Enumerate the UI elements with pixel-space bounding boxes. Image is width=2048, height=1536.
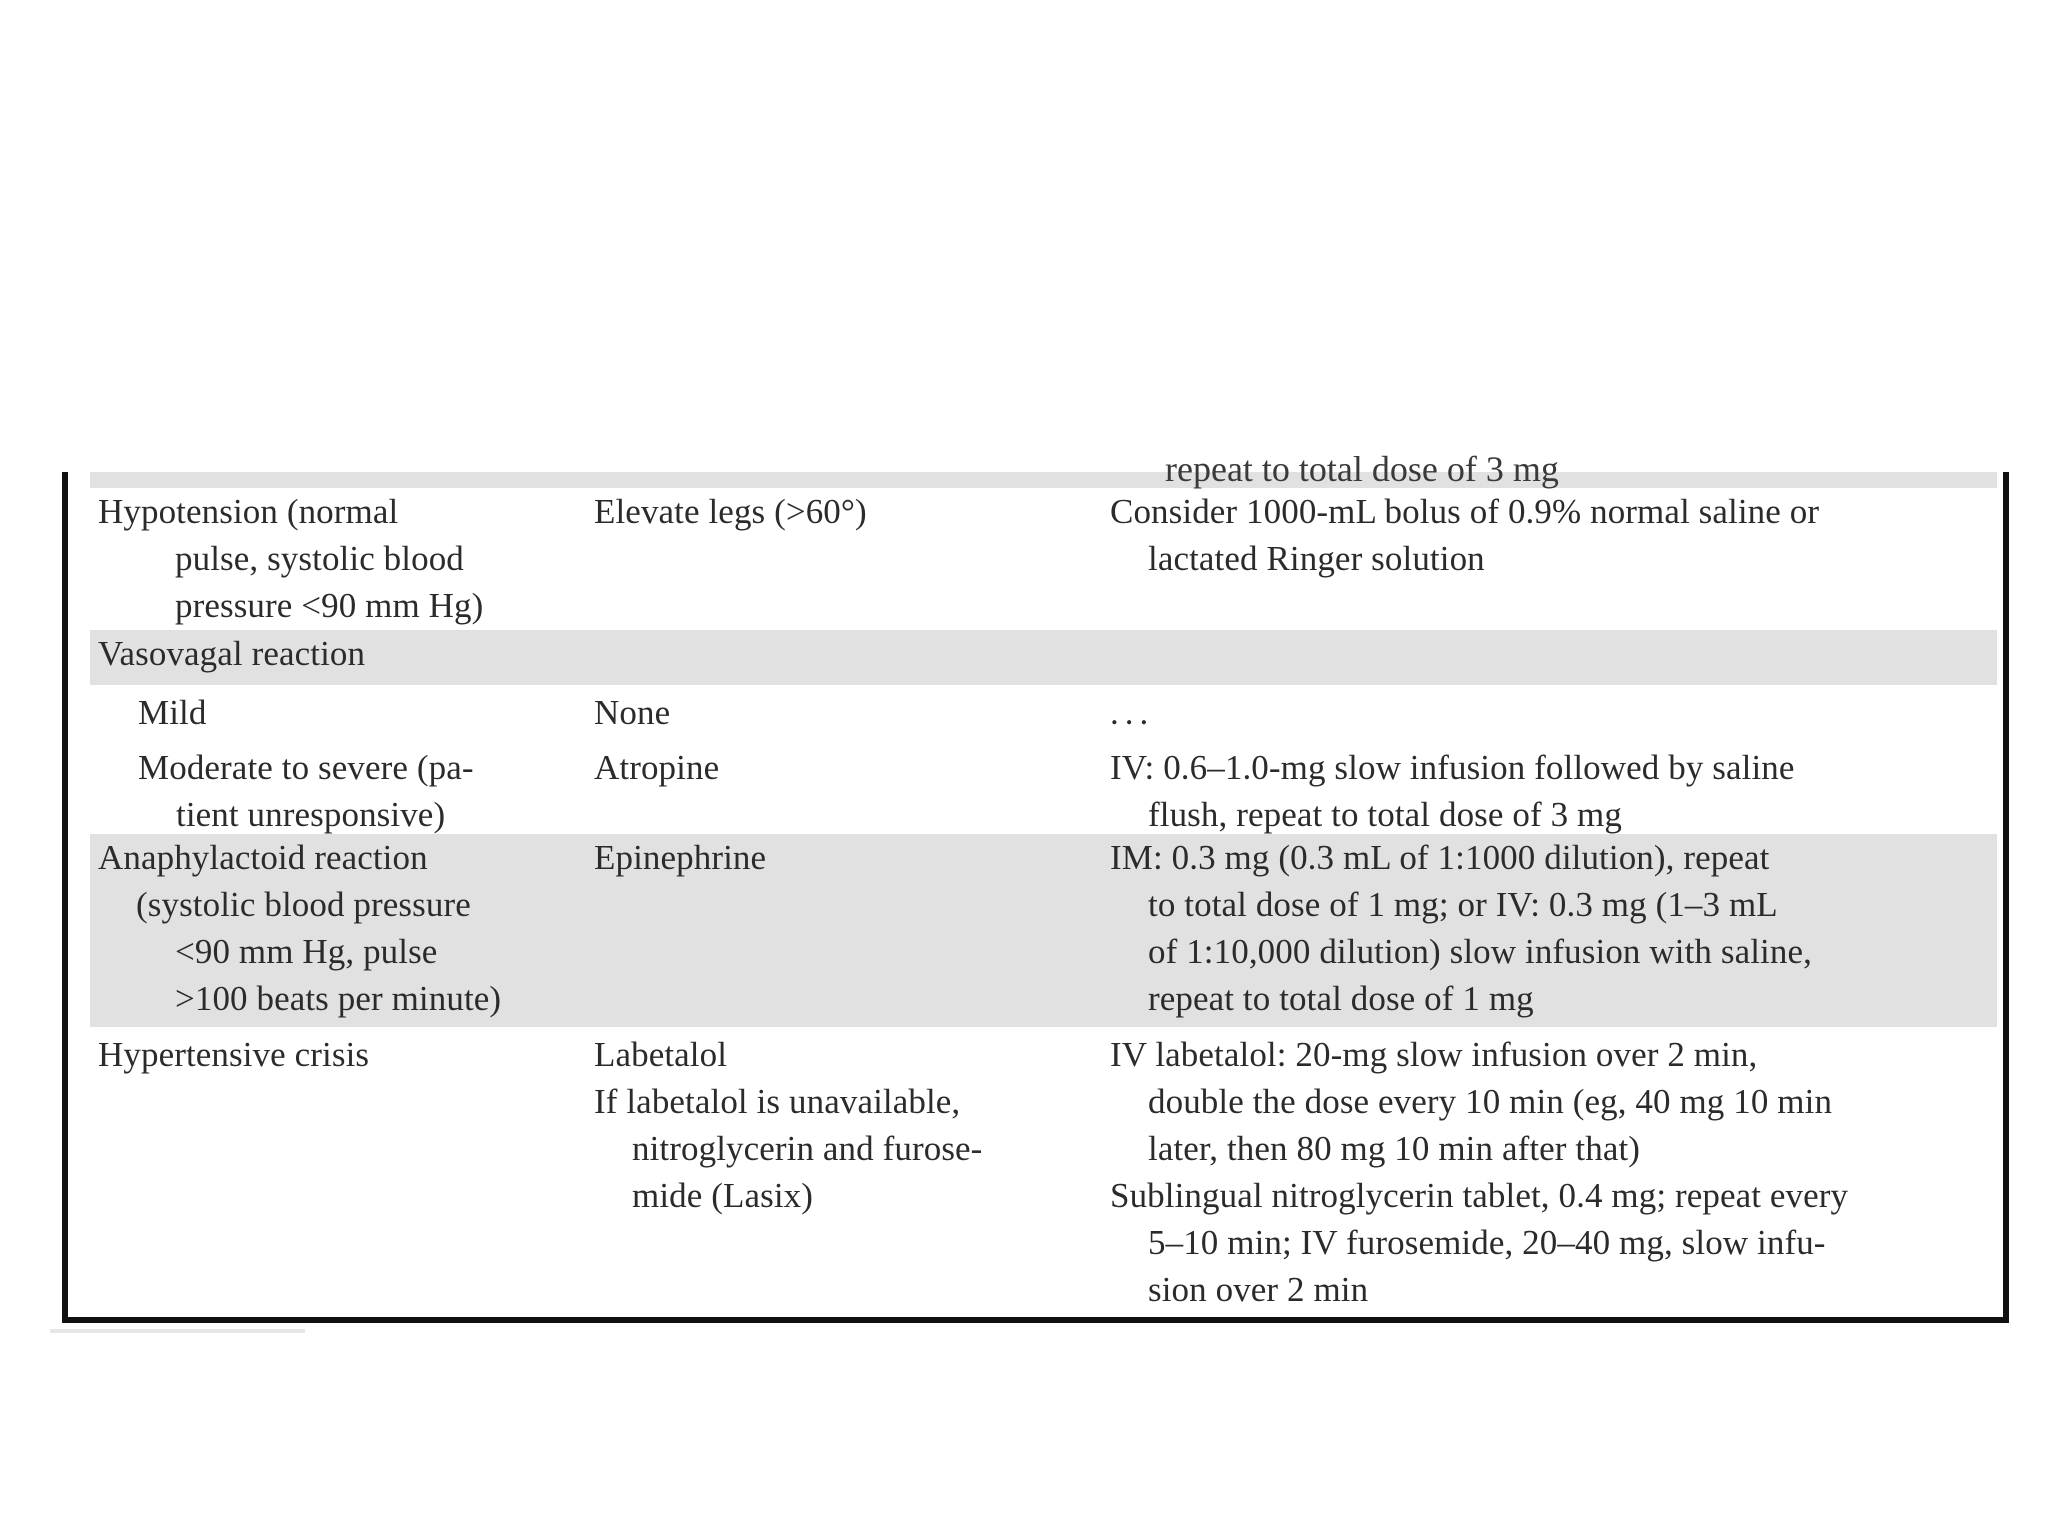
dosage-line: IV labetalol: 20-mg slow infusion over 2 min, — [1110, 1035, 1758, 1074]
dosage-line: later, then 80 mg 10 min after that) — [1148, 1129, 1641, 1168]
condition-line: <90 mm Hg, pulse — [175, 932, 438, 971]
dosage-cell — [1110, 744, 1795, 838]
treatment-line: Labetalol — [594, 1035, 728, 1074]
condition-line: Anaphylactoid reaction — [98, 838, 428, 877]
dosage-cell — [1110, 488, 1819, 582]
condition-line: Hypertensive crisis — [98, 1035, 370, 1074]
dosage-line: of 1:10,000 dilution) slow infusion with saline, — [1148, 932, 1812, 971]
dosage-line: to total dose of 1 mg; or IV: 0.3 mg (1–3 mL — [1148, 885, 1778, 924]
dosage-line: double the dose every 10 min (eg, 40 mg 10 min — [1148, 1082, 1833, 1121]
scan-shadow-line — [50, 1329, 305, 1333]
condition-line: (systolic blood pressure — [136, 885, 471, 924]
reaction-treatment-table — [62, 449, 2009, 1323]
table-row-hypertensive-crisis — [90, 1027, 1997, 1317]
condition-cell — [98, 834, 501, 1022]
table-row-vasovagal — [90, 630, 1997, 685]
treatment-cell — [594, 744, 719, 791]
table-row-partial — [90, 449, 1997, 489]
dosage-line: Sublingual nitroglycerin tablet, 0.4 mg; repeat every — [1110, 1176, 1849, 1215]
treatment-line: Atropine — [594, 748, 720, 787]
dosage-line: ... — [1110, 693, 1155, 732]
partial-row-text: repeat to total dose of 3 mg — [1165, 449, 1559, 489]
condition-line: Hypotension (normal — [98, 492, 399, 531]
condition-line: pulse, systolic blood — [175, 539, 464, 578]
condition-cell — [138, 689, 206, 736]
treatment-line: None — [594, 693, 671, 732]
condition-cell — [98, 630, 365, 677]
dosage-line: flush, repeat to total dose of 3 mg — [1148, 795, 1622, 834]
treatment-cell — [594, 488, 867, 535]
treatment-line: mide (Lasix) — [632, 1176, 814, 1215]
dosage-line: repeat to total dose of 1 mg — [1148, 979, 1534, 1018]
condition-line: Vasovagal reaction — [98, 634, 366, 673]
treatment-cell — [594, 689, 670, 736]
dosage-line: lactated Ringer solution — [1148, 539, 1485, 578]
treatment-line: Epinephrine — [594, 838, 767, 877]
dosage-line: IM: 0.3 mg (0.3 mL of 1:1000 dilution), repeat — [1110, 838, 1770, 877]
treatment-line: If labetalol is unavailable, — [594, 1082, 961, 1121]
condition-line: >100 beats per minute) — [175, 979, 502, 1018]
treatment-cell — [594, 834, 766, 881]
dosage-cell — [1110, 834, 1812, 1022]
dosage-line: sion over 2 min — [1148, 1270, 1369, 1309]
table-row-anaphylactoid — [90, 834, 1997, 1027]
dosage-cell — [1110, 1031, 1848, 1313]
condition-line: Moderate to severe (pa- — [138, 748, 474, 787]
condition-line: pressure <90 mm Hg) — [175, 586, 484, 625]
table-row-hypotension — [90, 488, 1997, 630]
dosage-line: Consider 1000-mL bolus of 0.9% normal saline or — [1110, 492, 1820, 531]
treatment-line: Elevate legs (>60°) — [594, 492, 867, 531]
treatment-cell — [594, 1031, 982, 1219]
table-row-moderate-severe — [90, 740, 1997, 842]
dosage-line: IV: 0.6–1.0-mg slow infusion followed by saline — [1110, 748, 1795, 787]
dosage-cell — [1110, 689, 1154, 736]
condition-line: Mild — [138, 693, 207, 732]
table-row-mild — [90, 685, 1997, 740]
condition-cell — [98, 488, 483, 629]
dosage-line: 5–10 min; IV furosemide, 20–40 mg, slow infu- — [1148, 1223, 1826, 1262]
condition-line: tient unresponsive) — [176, 795, 446, 834]
treatment-line: nitroglycerin and furose- — [632, 1129, 983, 1168]
condition-cell — [98, 1031, 369, 1078]
condition-cell — [138, 744, 474, 838]
